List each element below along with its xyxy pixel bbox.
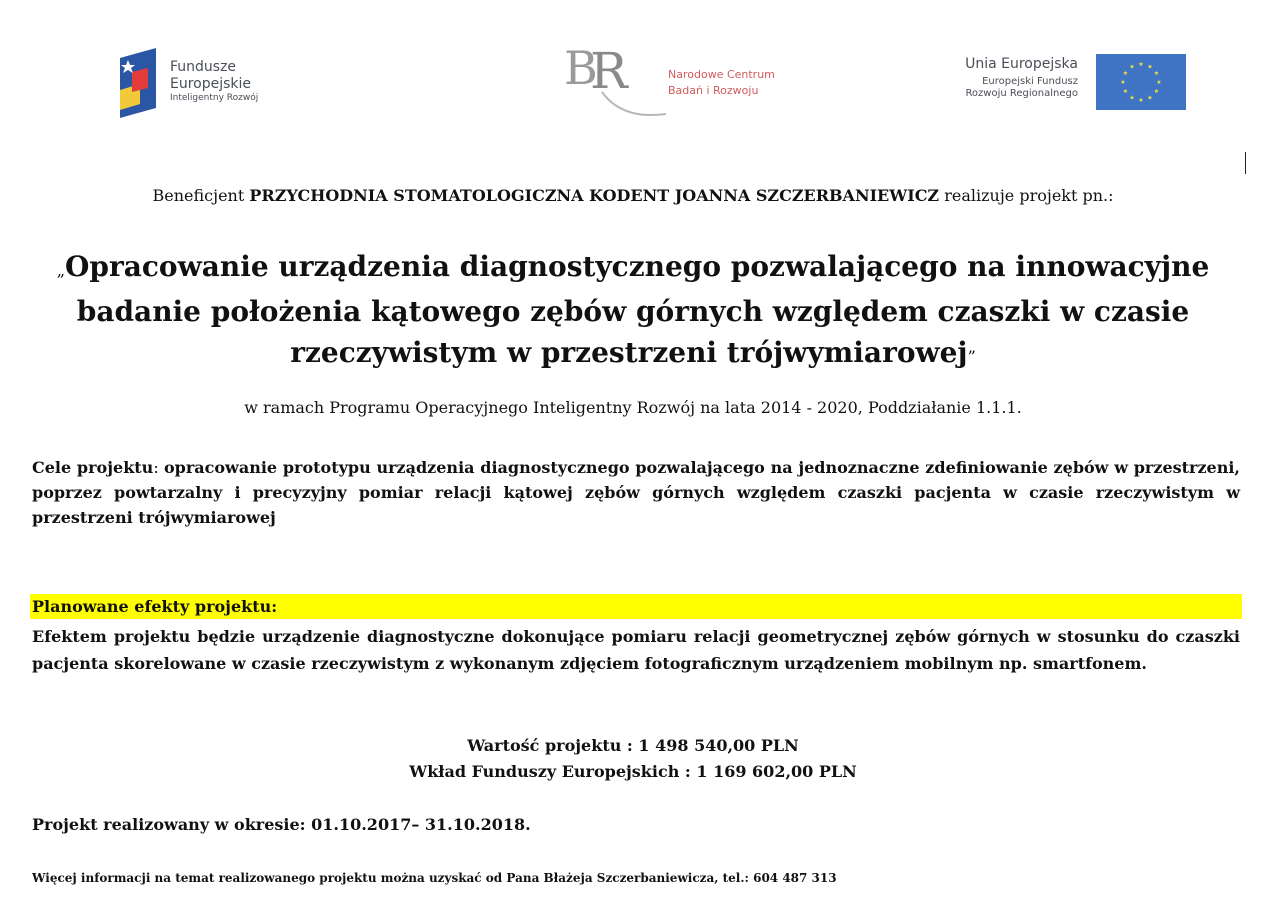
eu-flag-icon: [1096, 54, 1186, 110]
svg-text:★: ★: [1153, 70, 1160, 77]
effects-heading: Planowane efekty projektu:: [30, 594, 1242, 619]
svg-text:R: R: [590, 42, 628, 100]
ncbr-br-mark-icon: [562, 40, 672, 120]
svg-text:B: B: [564, 41, 598, 95]
svg-text:★: ★: [1120, 79, 1126, 86]
logo-bar: [0, 0, 1266, 140]
ue-line-3: Rozwoju Regionalnego: [965, 88, 1078, 99]
project-period: Projekt realizowany w okresie: 01.10.2017– 31.10.2018.: [32, 815, 531, 834]
project-values: [0, 733, 1266, 785]
beneficiary-name: PRZYCHODNIA STOMATOLOGICZNA KODENT JOANNA SZCZERBANIEWICZ: [249, 186, 940, 205]
eu-contribution: Wkład Funduszy Europejskich : 1 169 602,00 PLN: [409, 762, 857, 781]
goals-colon: :: [153, 458, 164, 477]
text-cursor: [1245, 152, 1246, 174]
ue-line-1: Unia Europejska: [965, 56, 1078, 72]
title-text: Opracowanie urządzenia diagnostycznego pozwalającego na innowacyjne badanie położenia kątowego zębów górnych względem czaszki w czasie rzeczywistym w przestrzeni trójwymiarowej: [65, 250, 1210, 369]
title-close-quote: ”: [967, 347, 976, 366]
contact-info: Więcej informacji na temat realizowanego projektu można uzyskać od Pana Błażeja Szczerbaniewicza, tel.: 604 487 313: [32, 871, 837, 885]
fe-line-3: Inteligentny Rozwój: [170, 93, 259, 103]
effects-text: Efektem projektu będzie urządzenie diagnostyczne dokonujące pomiaru relacji geometrycznej zębów górnych w stosunku do czaszki pacjenta skorelowane w czasie rzeczywistym z wykonanym zdjęciem fotograficznym urządzeniem mobilnym np. smartfonem.: [32, 627, 1240, 673]
fundusze-europejskie-logo: [118, 48, 318, 120]
title-open-quote: „: [56, 261, 66, 280]
beneficiary-line: [0, 186, 1266, 205]
goals-label: Cele projektu: [32, 458, 154, 477]
svg-text:★: ★: [1147, 63, 1153, 71]
ncbr-text: [668, 67, 775, 99]
ncbr-line-2: Badań i Rozwoju: [668, 83, 759, 97]
svg-text:★: ★: [1129, 94, 1135, 102]
fe-line-1: Fundusze: [170, 59, 237, 75]
svg-text:★: ★: [1147, 94, 1153, 102]
project-goals: [32, 455, 1240, 530]
fundusze-europejskie-text: [170, 60, 258, 103]
program-line: w ramach Programu Operacyjnego Inteligentny Rozwój na lata 2014 - 2020, Poddziałanie 1.1.1.: [244, 398, 1022, 417]
unia-europejska-text: [965, 56, 1078, 101]
ncbr-logo: [562, 40, 802, 120]
svg-text:★: ★: [1138, 97, 1144, 104]
svg-text:★: ★: [1122, 70, 1129, 77]
project-value: Wartość projektu : 1 498 540,00 PLN: [467, 736, 799, 755]
fe-line-2: Europejskie: [170, 76, 252, 92]
fundusze-europejskie-emblem-icon: [118, 48, 162, 118]
ncbr-line-1: Narodowe Centrum: [668, 68, 775, 81]
beneficiary-suffix: realizuje projekt pn.:: [939, 186, 1114, 205]
svg-text:★: ★: [1138, 61, 1144, 68]
beneficiary-prefix: Beneficjent: [152, 186, 250, 205]
svg-text:★: ★: [1129, 63, 1135, 71]
goals-text: opracowanie prototypu urządzenia diagnostycznego pozwalającego na jednoznaczne zdefiniowanie zębów w przestrzeni, poprzez powtarzalny i precyzyjny pomiar relacji kątowej zębów górnych względem czaszki pacjenta w czasie rzeczywistym w przestrzeni trójwymiarowej: [32, 458, 1241, 527]
svg-text:★: ★: [1153, 88, 1160, 95]
unia-europejska-logo: [920, 54, 1190, 114]
svg-text:★: ★: [1122, 88, 1129, 95]
project-title: [30, 246, 1236, 377]
ue-line-2: Europejski Fundusz: [982, 75, 1078, 87]
svg-text:★: ★: [1156, 79, 1162, 86]
